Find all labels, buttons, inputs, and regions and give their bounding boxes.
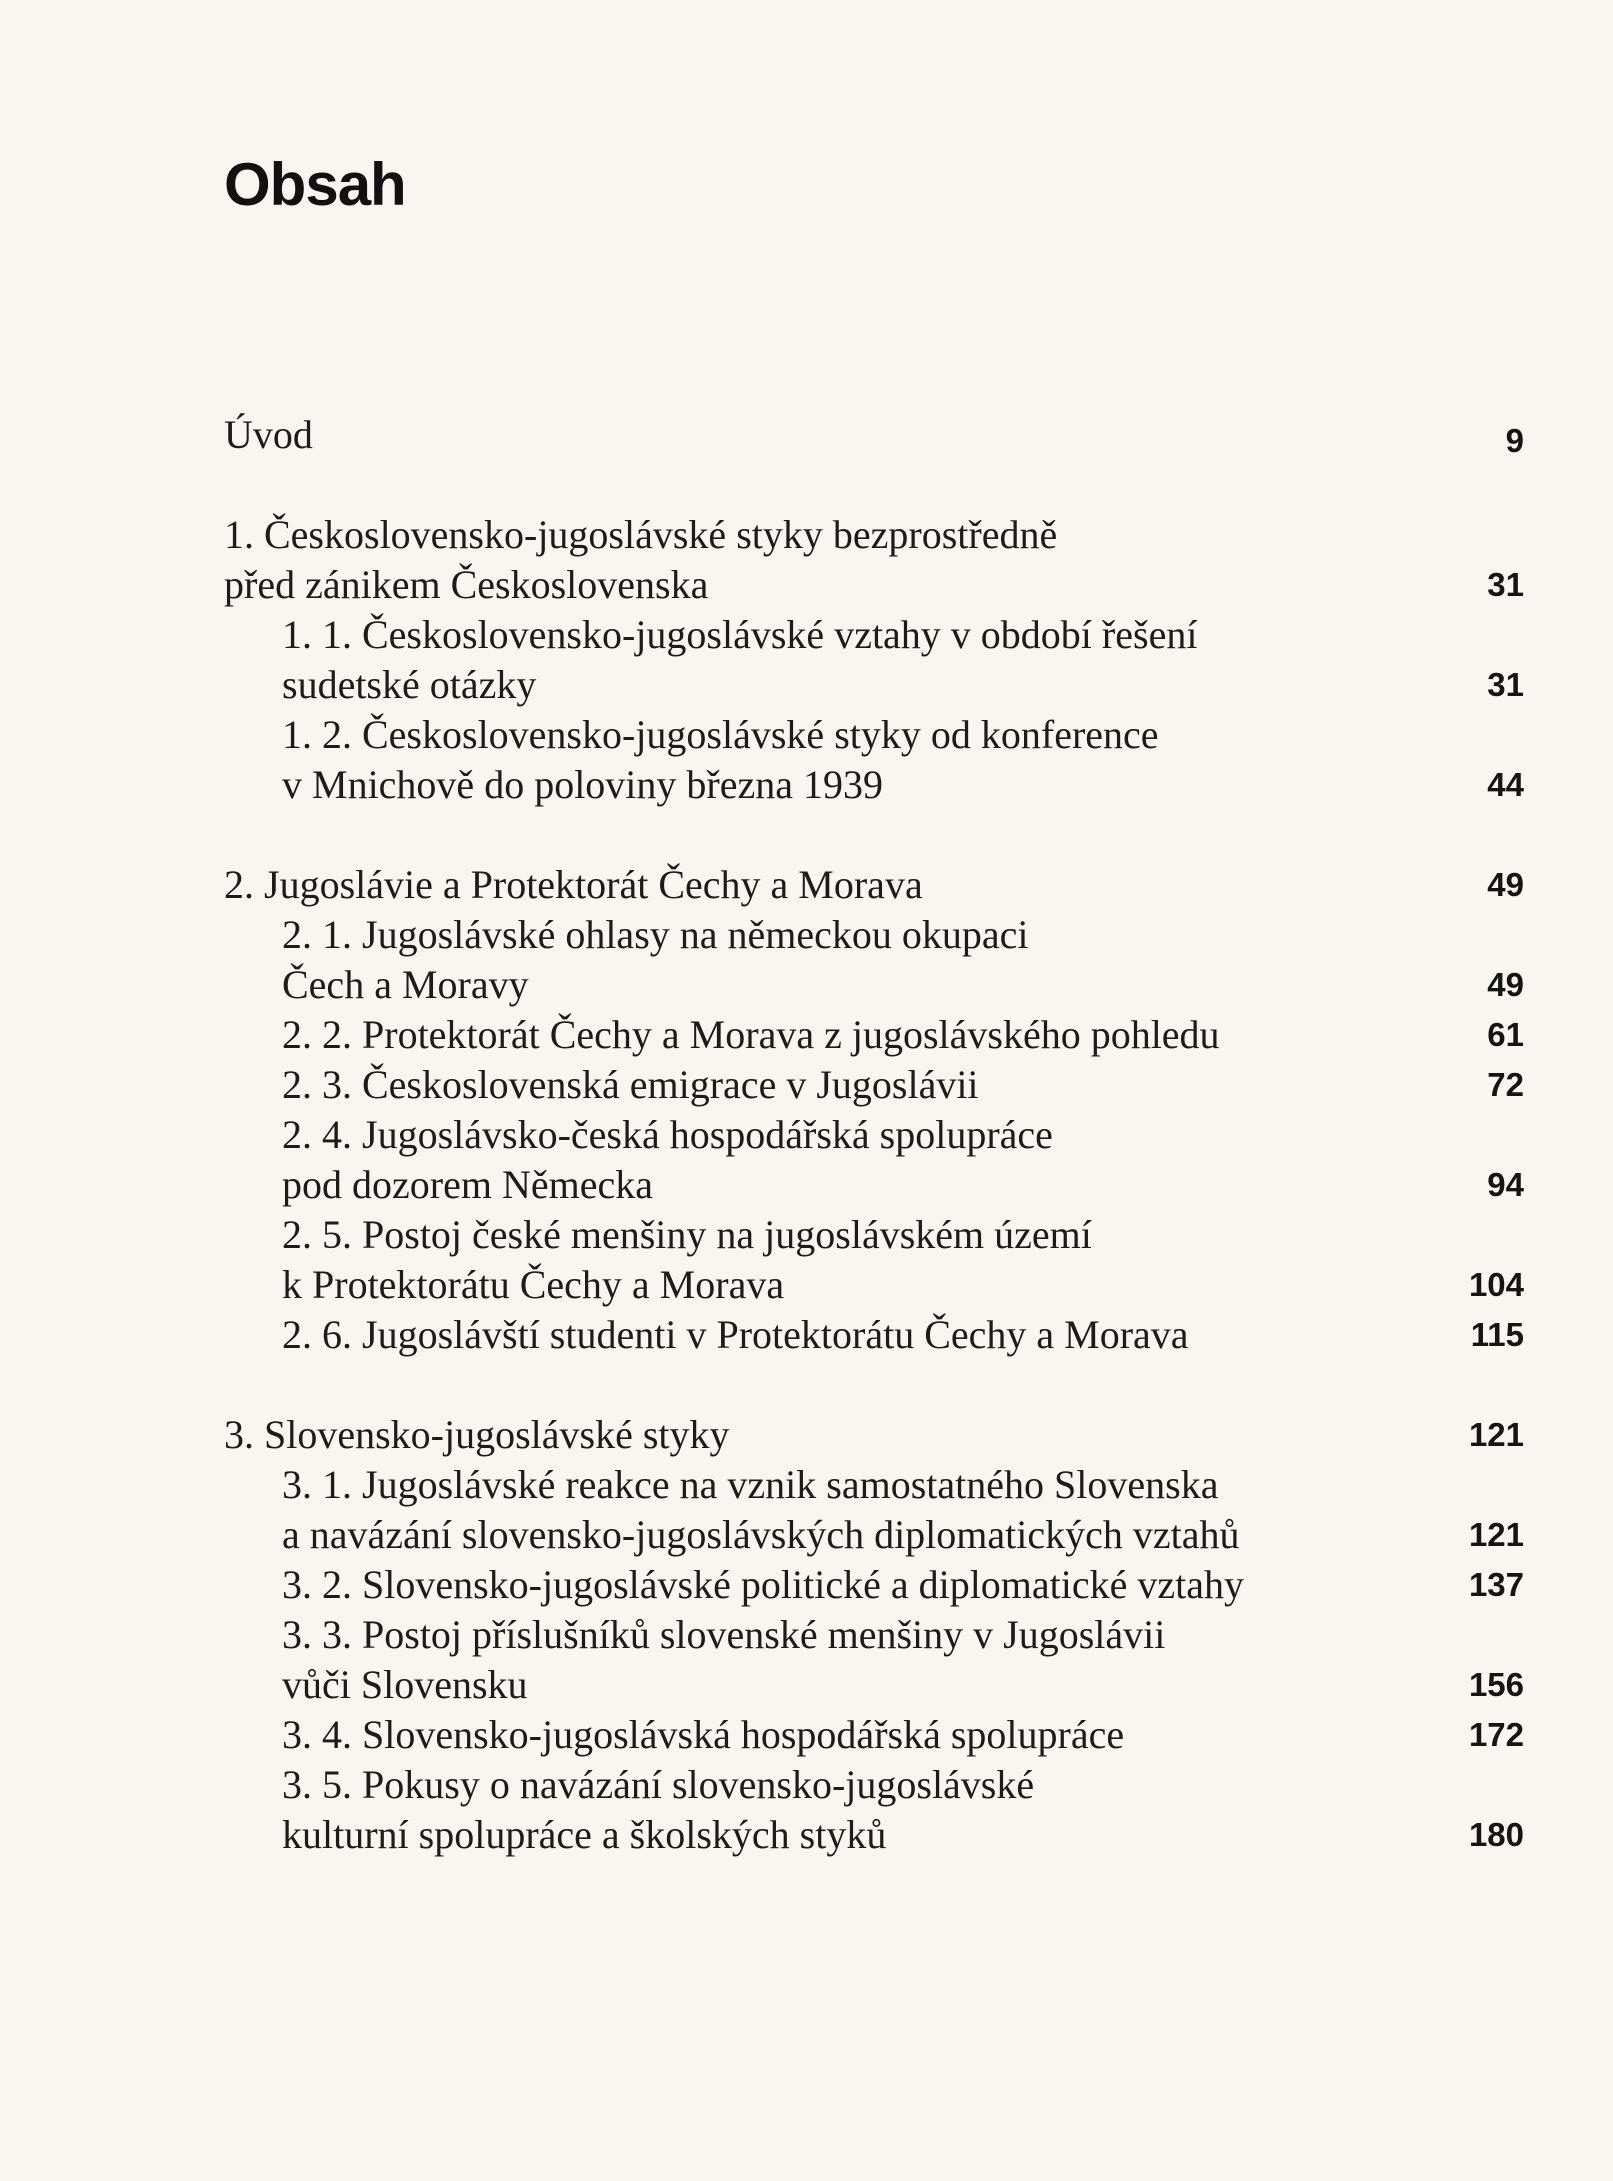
toc-entry-chapter-3 bbox=[224, 1410, 1524, 1460]
toc-entry-line: 2. 3. Československá emigrace v Jugoslávii bbox=[282, 1062, 979, 1107]
toc-entry-title bbox=[224, 1110, 1524, 1210]
toc-entry-line: v Mnichově do poloviny března 1939 bbox=[282, 762, 883, 807]
toc-entry-title bbox=[224, 1210, 1524, 1310]
toc-entry-title bbox=[224, 610, 1524, 710]
toc-entry-title bbox=[224, 410, 1524, 460]
toc-entry-title bbox=[224, 910, 1524, 1010]
toc-entry-line: 3. 5. Pokusy o navázání slovensko-jugoslávské bbox=[282, 1762, 1035, 1807]
toc-entry-line: 3. 2. Slovensko-jugoslávské politické a diplomatické vztahy bbox=[282, 1562, 1245, 1607]
table-of-contents bbox=[224, 410, 1524, 1910]
toc-entry-chapter-2 bbox=[224, 860, 1524, 910]
toc-page-number: 180 bbox=[1468, 1816, 1524, 1853]
toc-entry-line: Úvod bbox=[224, 412, 313, 457]
toc-entry-line: pod dozorem Německa bbox=[282, 1162, 653, 1207]
toc-entry-line: 3. Slovensko-jugoslávské styky bbox=[224, 1412, 730, 1457]
toc-entry-1-1 bbox=[224, 610, 1524, 710]
toc-entry-title bbox=[224, 510, 1524, 610]
toc-entry-3-2 bbox=[224, 1560, 1524, 1610]
toc-entry-line: 3. 1. Jugoslávské reakce na vznik samostatného Slovenska bbox=[282, 1462, 1219, 1507]
toc-entry-title bbox=[224, 860, 1524, 910]
toc-page-number: 9 bbox=[1505, 422, 1524, 459]
toc-entry-title bbox=[224, 1060, 1524, 1110]
toc-page-number: 115 bbox=[1470, 1316, 1524, 1353]
toc-page-number: 49 bbox=[1487, 966, 1524, 1003]
toc-entry-title bbox=[224, 1610, 1524, 1710]
toc-entry-2-3 bbox=[224, 1060, 1524, 1110]
toc-entry-2-2 bbox=[224, 1010, 1524, 1060]
toc-entry-line: 2. 4. Jugoslávsko-česká hospodářská spolupráce bbox=[282, 1112, 1053, 1157]
toc-entry-title bbox=[224, 1410, 1524, 1460]
toc-entry-title bbox=[224, 1460, 1524, 1560]
toc-page-number: 137 bbox=[1468, 1566, 1524, 1603]
toc-page-number: 121 bbox=[1468, 1516, 1524, 1553]
toc-entry-3-3 bbox=[224, 1610, 1524, 1710]
toc-entry-line: sudetské otázky bbox=[282, 662, 537, 707]
toc-page-number: 49 bbox=[1487, 866, 1524, 903]
toc-page-number: 121 bbox=[1468, 1416, 1524, 1453]
toc-entry-line: 3. 3. Postoj příslušníků slovenské menšiny v Jugoslávii bbox=[282, 1612, 1166, 1657]
toc-entry-line: 1. 1. Československo-jugoslávské vztahy v období řešení bbox=[282, 612, 1198, 657]
toc-entry-line: vůči Slovensku bbox=[282, 1662, 528, 1707]
toc-page-number: 94 bbox=[1487, 1166, 1524, 1203]
toc-section-intro bbox=[224, 410, 1524, 460]
toc-entry-title bbox=[224, 710, 1524, 810]
toc-entry-line: a navázání slovensko-jugoslávských diplomatických vztahů bbox=[282, 1512, 1240, 1557]
toc-entry-2-6 bbox=[224, 1310, 1524, 1360]
toc-page-number: 31 bbox=[1487, 666, 1524, 703]
toc-page-number: 31 bbox=[1487, 566, 1524, 603]
toc-entry-line: k Protektorátu Čechy a Morava bbox=[282, 1262, 785, 1307]
toc-entry-3-4 bbox=[224, 1710, 1524, 1760]
toc-entry-title bbox=[224, 1310, 1524, 1360]
toc-entry-title bbox=[224, 1010, 1524, 1060]
toc-entry-line: 2. 1. Jugoslávské ohlasy na německou okupaci bbox=[282, 912, 1029, 957]
toc-entry-line: 1. 2. Československo-jugoslávské styky od konference bbox=[282, 712, 1159, 757]
page-title: Obsah bbox=[224, 151, 406, 218]
toc-page-number: 61 bbox=[1487, 1016, 1524, 1053]
toc-page-number: 72 bbox=[1487, 1066, 1524, 1103]
toc-entry-title bbox=[224, 1760, 1524, 1860]
toc-entry-chapter-1 bbox=[224, 510, 1524, 610]
toc-entry-line: před zánikem Československa bbox=[224, 562, 709, 607]
toc-section-chapter-3 bbox=[224, 1410, 1524, 1860]
toc-entry-line: kulturní spolupráce a školských styků bbox=[282, 1812, 887, 1857]
toc-entry-line: 3. 4. Slovensko-jugoslávská hospodářská spolupráce bbox=[282, 1712, 1125, 1757]
toc-entry-line: Čech a Moravy bbox=[282, 962, 529, 1007]
toc-entry-title bbox=[224, 1710, 1524, 1760]
toc-entry-intro bbox=[224, 410, 1524, 460]
toc-entry-3-5 bbox=[224, 1760, 1524, 1860]
toc-section-chapter-2 bbox=[224, 860, 1524, 1360]
toc-entry-line: 2. 6. Jugoslávští studenti v Protektorátu Čechy a Morava bbox=[282, 1312, 1189, 1357]
toc-entry-3-1 bbox=[224, 1460, 1524, 1560]
toc-page-number: 104 bbox=[1468, 1266, 1524, 1303]
toc-page-number: 44 bbox=[1487, 766, 1524, 803]
toc-page-number: 172 bbox=[1468, 1716, 1524, 1753]
toc-section-chapter-1 bbox=[224, 510, 1524, 810]
toc-entry-line: 1. Československo-jugoslávské styky bezprostředně bbox=[224, 512, 1058, 557]
toc-entry-1-2 bbox=[224, 710, 1524, 810]
toc-page-number: 156 bbox=[1468, 1666, 1524, 1703]
toc-entry-line: 2. Jugoslávie a Protektorát Čechy a Morava bbox=[224, 862, 923, 907]
toc-entry-line: 2. 2. Protektorát Čechy a Morava z jugoslávského pohledu bbox=[282, 1012, 1220, 1057]
toc-entry-2-4 bbox=[224, 1110, 1524, 1210]
toc-entry-2-1 bbox=[224, 910, 1524, 1010]
toc-entry-title bbox=[224, 1560, 1524, 1610]
toc-entry-2-5 bbox=[224, 1210, 1524, 1310]
toc-entry-line: 2. 5. Postoj české menšiny na jugoslávském území bbox=[282, 1212, 1092, 1257]
